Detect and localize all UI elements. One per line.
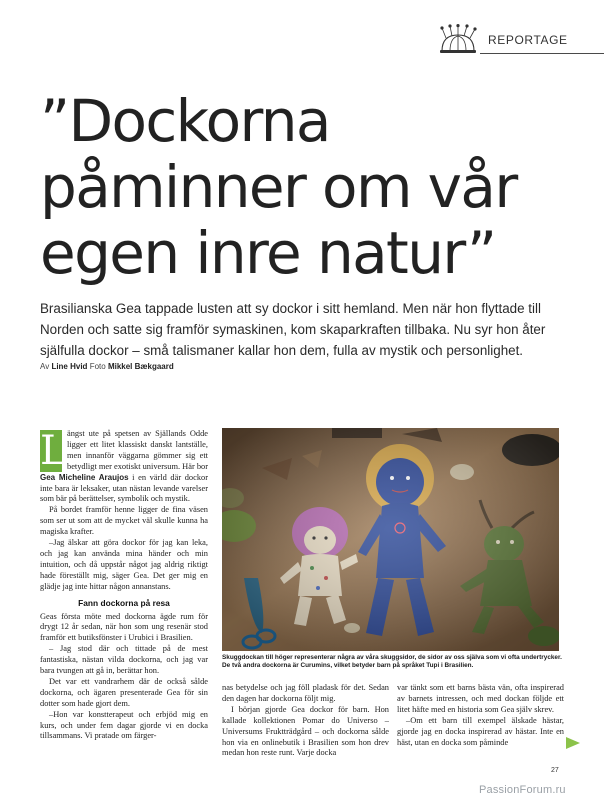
body-paragraph: På bordet framför henne ligger de fina väsen som ser ut som att de mycket väl skulle kunna ha magiska krafter. bbox=[40, 505, 208, 537]
headline-line: påminner om vår bbox=[40, 153, 517, 221]
continue-arrow-icon bbox=[566, 737, 580, 749]
body-paragraph: –Hon var konstterapeut och erbjöd mig en kurs, och under fem dagar gjorde vi en docka tillsammans. Vi pratade om färger- bbox=[40, 709, 208, 741]
section-tag bbox=[436, 24, 604, 54]
body-paragraph: nas betydelse och jag föll pladask för det. Sedan den dagen har dockorna följt mig. bbox=[222, 683, 389, 703]
subheading: Fann dockorna på resa bbox=[78, 597, 170, 608]
body-paragraph: I början gjorde Gea dockor för barn. Hon kallade kollektionen Pomar do Universo – Universums Fruktträdgård – och dockorna sålde hon via en onlinebutik i Brasilien som hon drev medan hon reste runt. Varje docka bbox=[222, 704, 389, 758]
section-label: REPORTAGE bbox=[488, 33, 568, 47]
pincushion-icon bbox=[436, 24, 480, 54]
dolls-photo bbox=[222, 428, 559, 651]
page-number: 27 bbox=[551, 767, 559, 774]
article-column-1 bbox=[40, 429, 208, 742]
body-paragraph: – Jag stod där och tittade på de mest fantastiska, nästan vilda dockorna, och jag var bara tvungen att gå in, berättar hon. bbox=[40, 644, 208, 676]
body-text: ängst ute på spetsen av Själlands Odde ligger ett litet klassiskt danskt lantställe, men innanför väggarna gömmer sig ett betydligt mer exotiskt universum. Här bor bbox=[67, 429, 208, 471]
byline-by: Av bbox=[40, 362, 50, 371]
byline-photo-label: Foto bbox=[89, 362, 106, 371]
article-column-3 bbox=[397, 683, 564, 748]
section-rule bbox=[480, 53, 604, 54]
body-paragraph: Geas första möte med dockorna ägde rum för drygt 12 år sedan, när hon som ung resenär stod framför ett butiksfönster i Urubici i Brasilien. bbox=[40, 611, 208, 643]
person-name: Gea Micheline Araujos bbox=[40, 472, 129, 482]
photo-caption: Skuggdockan till höger representerar några av våra skuggsidor, de sidor av oss själva som vi ofta undertrycker. De två andra dockorna är Curumins, vilket betyder barn på språket Tupi i Brasilien. bbox=[222, 654, 562, 670]
headline bbox=[40, 88, 580, 286]
article-column-2 bbox=[222, 683, 389, 759]
byline-photographer: Mikkel Bækgaard bbox=[107, 362, 174, 371]
headline-line: egen inre natur” bbox=[40, 219, 496, 287]
body-paragraph: Det var ett vandrarhem där de också sålde dockorna, och ägaren presenterade Gea för sin dotter som hade gjort dem. bbox=[40, 676, 208, 708]
dolls-photo-illustration bbox=[222, 428, 559, 651]
byline-author: Line Hvid bbox=[51, 362, 88, 371]
byline bbox=[40, 362, 174, 371]
body-paragraph: –Jag älskar att göra dockor för jag kan leka, och jag kan använda mina händer och min intuition, och då uppstår något jag aldrig riktigt hade föreställt mig, säger Gea. Det ger mig en glädje jag inte hittar någon annanstans. bbox=[40, 538, 208, 591]
body-text: i en värld där dockor inte bara är leksaker, utan nästan levande varelser som bär på berättelser, symbolik och mystik. bbox=[40, 472, 208, 504]
drop-cap: L bbox=[40, 428, 67, 474]
watermark: PassionForum.ru bbox=[479, 784, 566, 796]
body-paragraph: var tänkt som ett barns bästa vän, ofta inspirerad av barnets intressen, och med dockan följde ett litet häfte med en historia som Gea själv skrev. bbox=[397, 683, 564, 714]
lead-paragraph: Brasilianska Gea tappade lusten att sy dockor i sitt hemland. Men när hon flyttade till Norden och satte sig framför symaskinen, kom skaparkraften tillbaka. Nu syr hon åter själfulla dockor – små talismaner kallar hon dem, fulla av mystik och personlighet. bbox=[40, 301, 546, 358]
body-paragraph: –Om ett barn till exempel älskade hästar, gjorde jag en docka inspirerad av hästar. Inte en häst, utan en docka som påminde bbox=[397, 715, 564, 747]
headline-line: ”Dockorna bbox=[40, 87, 330, 155]
